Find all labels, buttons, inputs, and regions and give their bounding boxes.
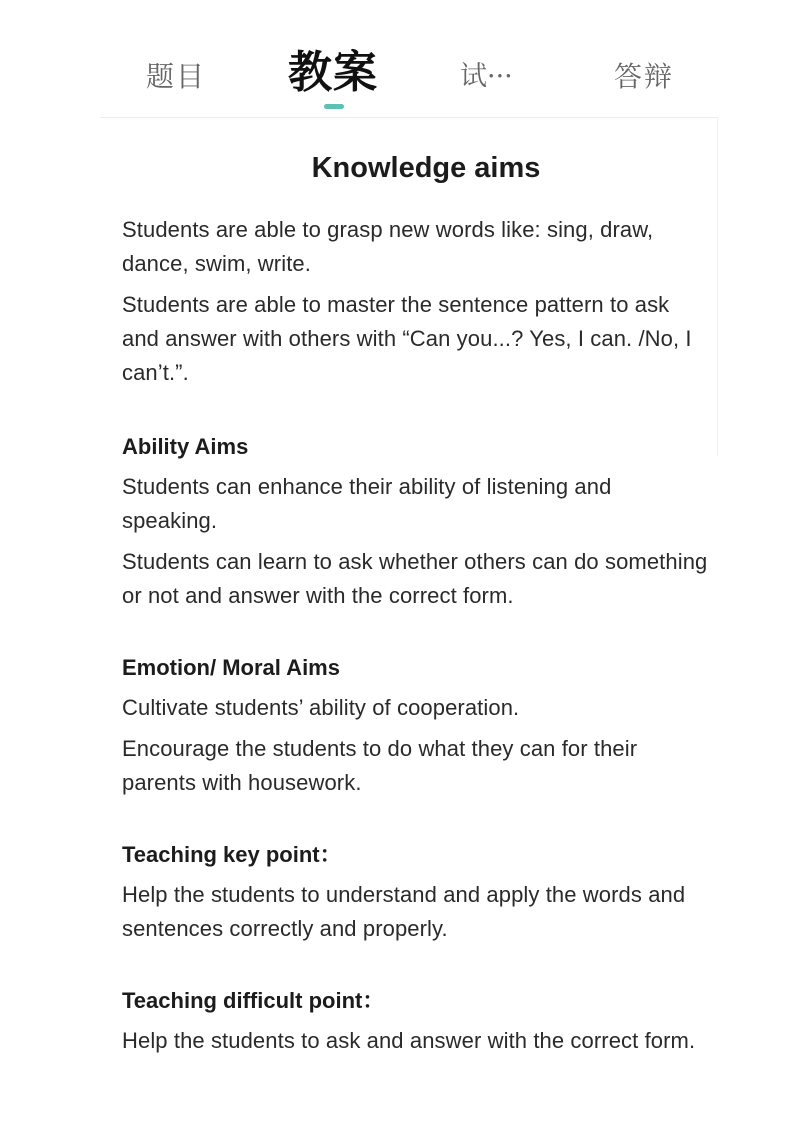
tab-lesson-plan[interactable]: 教案 bbox=[288, 47, 378, 98]
tab-defense[interactable]: 答辩 bbox=[614, 60, 675, 93]
paragraph: Students can learn to ask whether others can do something or not and answer with the correct form. bbox=[122, 549, 708, 608]
section-teaching-key-point bbox=[122, 838, 712, 946]
section-heading: Ability Aims bbox=[122, 434, 249, 459]
paragraph: Students are able to master the sentence pattern to ask and answer with others with “Can you...? Yes, I can. /No, I can’t.”. bbox=[122, 292, 692, 385]
paragraph: Help the students to understand and apply the words and sentences correctly and properly. bbox=[122, 882, 686, 941]
section-heading: Emotion/ Moral Aims bbox=[122, 655, 340, 680]
active-tab-indicator bbox=[324, 104, 344, 109]
section-heading: Teaching difficult point： bbox=[122, 988, 385, 1013]
paragraph: Encourage the students to do what they can for their parents with housework. bbox=[122, 736, 638, 795]
paragraph: Students can enhance their ability of listening and speaking. bbox=[122, 474, 612, 533]
tab-questions[interactable]: 题目 bbox=[146, 60, 207, 93]
paragraph: Cultivate students’ ability of cooperation. bbox=[122, 695, 520, 720]
section-teaching-difficult-point bbox=[122, 984, 712, 1058]
section-emotion-moral-aims bbox=[122, 651, 712, 800]
card-edge bbox=[717, 118, 718, 456]
tab-bar bbox=[0, 0, 800, 118]
paragraph: Students are able to grasp new words like: sing, draw, dance, swim, write. bbox=[122, 217, 654, 276]
tab-divider bbox=[100, 117, 718, 118]
lesson-plan-document bbox=[122, 148, 712, 1065]
document-title: Knowledge aims bbox=[311, 152, 541, 184]
paragraph: Help the students to ask and answer with the correct form. bbox=[122, 1028, 696, 1053]
section-heading: Teaching key point： bbox=[122, 842, 342, 867]
section-ability-aims bbox=[122, 430, 712, 613]
tab-trial[interactable]: 试··· bbox=[460, 61, 513, 92]
